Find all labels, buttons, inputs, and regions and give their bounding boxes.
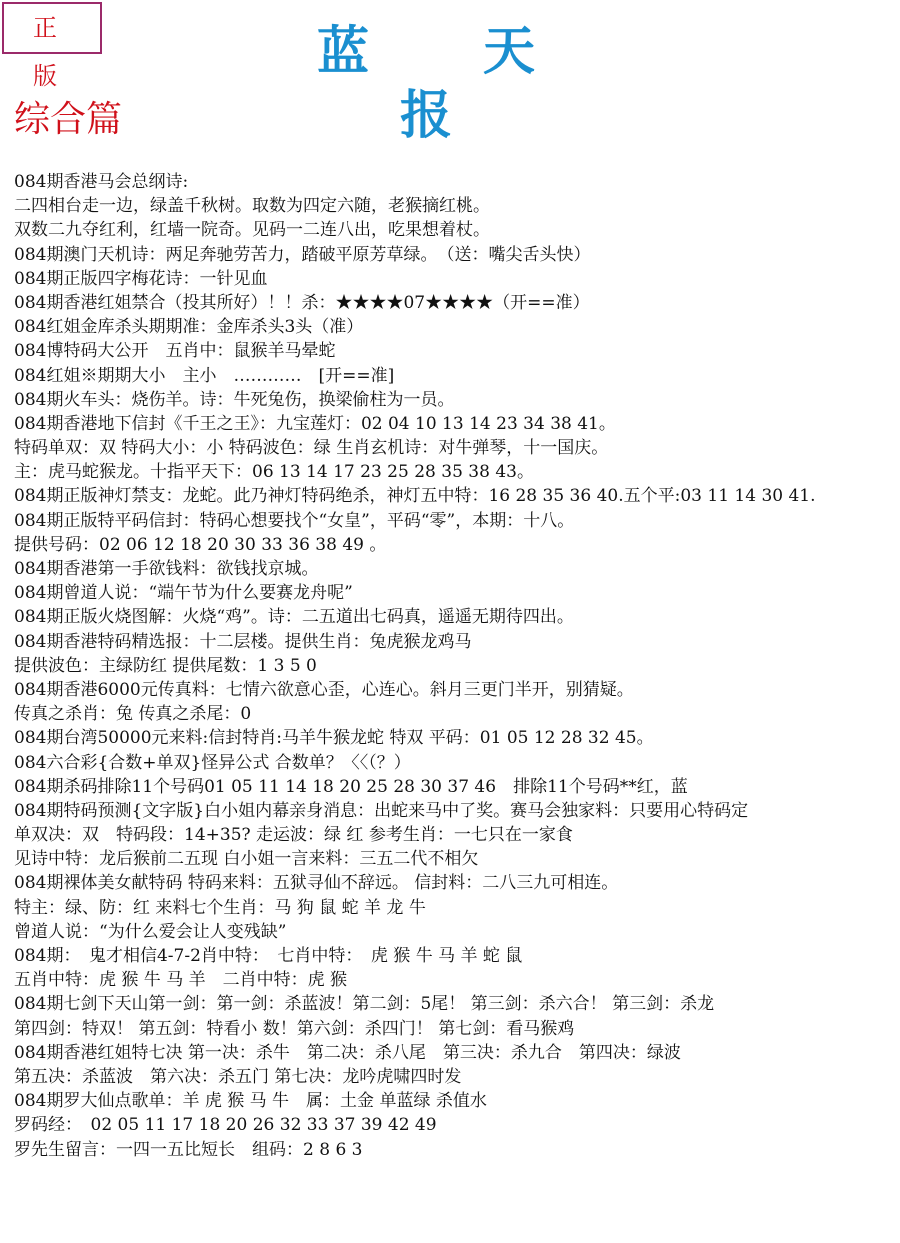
content-line: 特码单双：双 特码大小：小 特码波色：绿 生肖玄机诗：对牛弹琴，十一国庆。 [14, 438, 609, 459]
content-line: 084期正版特平码信封：特码心想要找个“女皇”，平码“零”，本期：十八。 [14, 510, 575, 531]
content-line: 084期香港红姐特七决 第一决：杀牛 第二决：杀八尾 第三决：杀九合 第四决：绿波 [14, 1042, 681, 1063]
content-line: 084期曾道人说：“端午节为什么要赛龙舟呢” [14, 583, 353, 604]
content-line: 传真之杀肖：兔 传真之杀尾：0 [14, 704, 252, 725]
content-line: 罗先生留言：一四一五比短长 组码：2 8 6 3 [14, 1139, 363, 1160]
content-line: 084期裸体美女献特码 特码来料：五狱寻仙不辞远。 信封料：二八三九可相连。 [14, 873, 619, 894]
content-line: 084期香港6000元传真料：七情六欲意心歪，心连心。斜月三更门半开，别猜疑。 [14, 679, 634, 700]
content-line: 曾道人说：“为什么爱会让人变残缺” [14, 921, 287, 942]
content-line: 罗码经： 02 05 11 17 18 20 26 32 33 37 39 42 49 [14, 1115, 437, 1136]
content-line: 084期正版四字梅花诗：一针见血 [14, 268, 268, 289]
content-line: 084期香港第一手欲钱料：欲钱找京城。 [14, 559, 319, 579]
content-line: 提供波色：主绿防红 提供尾数：1 3 5 0 [14, 655, 317, 676]
content-line: 084期正版神灯禁支：龙蛇。此乃神灯特码绝杀，神灯五中特：16 28 35 36 40.五个平:03 11 14 30 41. [14, 486, 816, 507]
section-title: 综合篇 [14, 99, 123, 140]
content-line: 084红姐※期期大小 主小 ………… [开==准] [14, 365, 395, 386]
content-line: 主：虎马蛇猴龙。十指平天下：06 13 14 17 23 25 28 35 38 43。 [14, 462, 534, 483]
content-line: 084期杀码排除11个号码01 05 11 14 18 20 25 28 30 37 46 排除11个号码**红，蓝 [14, 776, 688, 797]
content-line: 084期七剑下天山第一剑：第一剑：杀蓝波！第二剑：5尾！ 第三剑：杀六合！ 第三剑：杀龙 [14, 994, 715, 1015]
masthead-title: 蓝 天 报 [316, 21, 584, 146]
content-line: 084期香港特码精选报：十二层楼。提供生肖：兔虎猴龙鸡马 [14, 631, 472, 652]
content-line: 084期特码预测{文字版}白小姐内幕亲身消息：出蛇来马中了奖。赛马会独家料：只要用心特码定 [14, 800, 749, 821]
content-line: 双数二九夺红利，红墙一院奇。见码一二连八出，吃果想着杖。 [14, 220, 490, 241]
content-line: 084期澳门天机诗：两足奔驰劳苦力，踏破平原芳草绿。 （送：嘴尖舌头快） [14, 244, 591, 265]
content-line: 二四相台走一边，绿盖千秋树。取数为四定六随，老猴摘红桃。 [14, 196, 490, 217]
content-line: 特主：绿、防：红 来料七个生肖：马 狗 鼠 蛇 羊 龙 牛 [14, 897, 426, 918]
content-line: 084期香港马会总纲诗: [14, 172, 189, 192]
content-line: 084期香港红姐禁合（投其所好）！！杀：★★★★07★★★★（开==准） [14, 292, 590, 313]
content-line: 084期香港地下信封《千王之王》：九宝莲灯：02 04 10 13 14 23 34 38 41。 [14, 413, 616, 434]
content-line: 084博特码大公开 五肖中：鼠猴羊马晕蛇 [14, 341, 336, 362]
content-line: 084红姐金库杀头期期准：金库杀头3头（准） [14, 317, 364, 338]
content-line: 第四剑：特双！ 第五剑：特看小 数！第六剑：杀四门！ 第七剑：看马猴鸡 [14, 1018, 575, 1039]
content-line: 084期火车头：烧伤羊。诗：牛死兔伤，换梁偷柱为一员。 [14, 389, 455, 410]
content-line: 084六合彩{合数+单双}怪异公式 合数单？〈〈（？） [14, 752, 411, 773]
content-line: 提供号码：02 06 12 18 20 30 33 36 38 49 。 [14, 534, 387, 555]
content-line: 单双决：双 特码段：14+35? 走运波：绿 红 参考生肖：一七只在一家食 [14, 825, 573, 846]
content-line: 084期： 鬼才相信4-7-2肖中特： 七肖中特： 虎 猴 牛 马 羊 蛇 鼠 [14, 946, 523, 966]
edition-badge: 正 版 [2, 2, 102, 54]
content-line: 第五决：杀蓝波 第六决：杀五门 第七决：龙吟虎啸四时发 [14, 1066, 462, 1087]
content-line: 084期台湾50000元来料:信封特肖:马羊牛猴龙蛇 特双 平码：01 05 12 28 32 45。 [14, 728, 654, 749]
content-line: 084期正版火烧图解：火烧“鸡”。诗：二五道出七码真，遥遥无期待四出。 [14, 607, 574, 628]
content-line: 084期罗大仙点歌单：羊 虎 猴 马 牛 属：土金 单蓝绿 杀值水 [14, 1091, 487, 1112]
content-line: 见诗中特：龙后猴前二五现 白小姐一言来料：三五二代不相欠 [14, 849, 479, 870]
content-lines [14, 170, 900, 1162]
content-line: 五肖中特：虎 猴 牛 马 羊 二肖中特：虎 猴 [14, 970, 348, 991]
